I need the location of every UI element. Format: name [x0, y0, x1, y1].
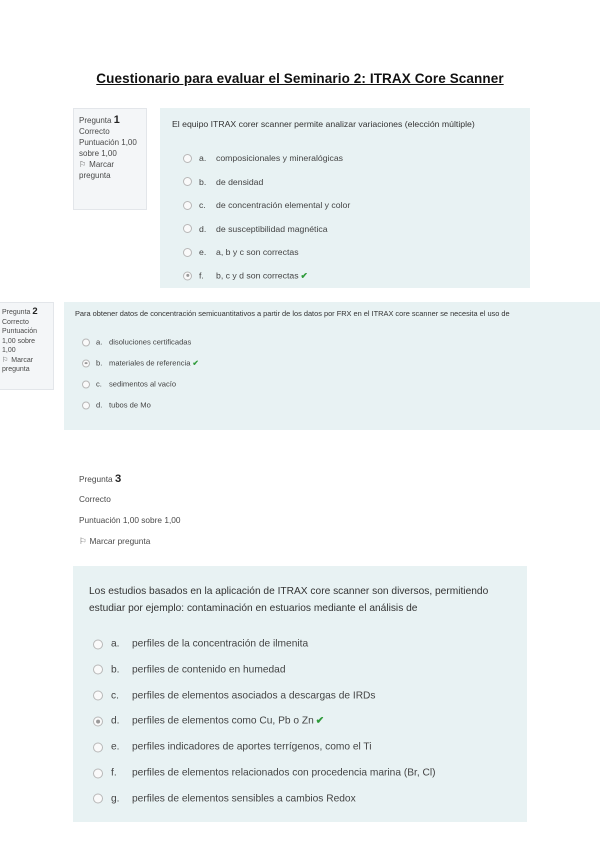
answer-letter: d.: [199, 223, 207, 234]
answer-text: perfiles de elementos asociados a descargas de IRDs: [132, 690, 376, 702]
answer-radio[interactable]: [93, 742, 103, 752]
flag-question-label: Marcar pregunta: [2, 356, 34, 373]
answer-text: perfiles de elementos relacionados con procedencia marina (Br, Cl): [132, 767, 436, 779]
question-label: Pregunta: [2, 309, 31, 316]
answer-option[interactable]: [93, 742, 372, 753]
answer-text: materiales de referencia: [109, 358, 191, 368]
answer-text: perfiles de contenido en humedad: [132, 664, 286, 676]
question-state: Correcto: [2, 318, 29, 326]
answer-option[interactable]: [93, 716, 324, 727]
answer-radio[interactable]: [183, 177, 192, 186]
answer-letter: d.: [111, 715, 120, 727]
answer-option[interactable]: [93, 690, 376, 701]
answer-radio[interactable]: [82, 338, 90, 346]
question-info-3: [73, 463, 527, 551]
flag-question-label: Marcar pregunta: [79, 160, 115, 180]
question-state: Correcto: [79, 127, 110, 136]
answer-text: composicionales y mineralógicas: [216, 153, 343, 163]
answer-option[interactable]: [93, 639, 308, 650]
answer-letter: b.: [199, 176, 207, 187]
answer-option[interactable]: [183, 177, 263, 187]
flag-question-link[interactable]: [79, 531, 521, 552]
answer-text: disoluciones certificadas: [109, 337, 192, 347]
answer-letter: g.: [111, 793, 120, 805]
answer-letter: c.: [199, 200, 206, 210]
question-label: Pregunta: [79, 474, 113, 484]
question-text: Los estudios basados en la aplicación de ITRAX core scanner son diversos, permitiendo estudiar por ejemplo: contaminación en estuarios mediante el análisis de: [89, 586, 489, 614]
answer-radio[interactable]: [93, 691, 103, 701]
answer-letter: c.: [111, 690, 119, 702]
flag-question-link[interactable]: [2, 356, 50, 375]
check-icon: ✔: [300, 270, 308, 280]
answer-radio[interactable]: [93, 716, 103, 726]
answer-letter: b.: [111, 664, 120, 676]
check-icon: ✔: [315, 715, 325, 727]
answer-text: de densidad: [216, 176, 264, 187]
answer-option[interactable]: [183, 200, 350, 210]
answer-option[interactable]: [82, 401, 151, 410]
answer-option[interactable]: [82, 380, 176, 389]
question-number: 2: [32, 306, 38, 317]
page-title: Cuestionario para evaluar el Seminario 2: ITRAX Core Scanner: [96, 71, 504, 86]
question-grade: Puntuación 1,00 sobre 1,00: [79, 138, 137, 158]
check-icon: ✔: [192, 358, 199, 368]
question-text: Para obtener datos de concentración semicuantitativos a partir de los datos por FRX en el ITRAX core scanner se necesita el uso de: [75, 309, 510, 318]
answer-text: a, b y c son correctas: [216, 247, 299, 257]
answer-option[interactable]: [183, 224, 328, 234]
flag-question-link[interactable]: [79, 159, 141, 181]
question-info-2: [0, 302, 54, 390]
question-label: Pregunta: [79, 116, 112, 125]
flag-icon: ⚐: [79, 160, 87, 169]
flag-question-label: Marcar pregunta: [89, 536, 151, 546]
answer-option[interactable]: [183, 153, 343, 163]
question-number: 1: [113, 114, 120, 126]
answer-letter: d.: [96, 400, 103, 410]
answer-radio[interactable]: [183, 224, 192, 233]
answer-radio[interactable]: [183, 248, 192, 257]
question-number: 3: [115, 473, 122, 485]
answer-letter: a.: [111, 638, 120, 650]
answer-letter: b.: [96, 358, 103, 368]
answer-text: perfiles de la concentración de ilmenita: [132, 638, 309, 650]
answer-option[interactable]: [82, 338, 191, 347]
flag-icon: ⚐: [79, 536, 87, 546]
answer-letter: a.: [199, 153, 207, 163]
answer-radio[interactable]: [93, 639, 103, 649]
answer-letter: c.: [96, 379, 102, 389]
answer-option[interactable]: [183, 247, 299, 257]
answer-option[interactable]: [93, 768, 436, 779]
question-grade: Puntuación 1,00 sobre 1,00: [79, 515, 181, 525]
answer-text: perfiles de elementos sensibles a cambios Redox: [132, 793, 356, 805]
answer-radio[interactable]: [183, 201, 192, 210]
answer-radio[interactable]: [183, 154, 192, 163]
question-text: El equipo ITRAX corer scanner permite analizar variaciones (elección múltiple): [172, 119, 475, 129]
answer-letter: a.: [96, 337, 103, 347]
question-grade: Puntuación 1,00 sobre 1,00: [2, 328, 38, 354]
answer-radio[interactable]: [93, 768, 103, 778]
question-state: Correcto: [79, 494, 111, 504]
answer-text: de concentración elemental y color: [216, 200, 351, 210]
answer-option[interactable]: [93, 664, 286, 675]
answer-text: tubos de Mo: [109, 400, 151, 410]
answer-letter: f.: [111, 767, 117, 779]
answer-option[interactable]: [93, 793, 356, 804]
answer-radio[interactable]: [82, 401, 90, 409]
flag-icon: ⚐: [2, 356, 9, 364]
answer-radio[interactable]: [82, 359, 90, 367]
question-info-1: [73, 108, 147, 210]
answer-letter: e.: [199, 247, 207, 257]
answer-option[interactable]: [183, 270, 308, 281]
answer-text: perfiles indicadores de aportes terrígenos, como el Ti: [132, 741, 372, 753]
answer-text: de susceptibilidad magnética: [216, 223, 328, 234]
answer-radio[interactable]: [93, 794, 103, 804]
answer-radio[interactable]: [93, 665, 103, 675]
answer-letter: f.: [199, 270, 204, 281]
answer-text: sedimentos al vacío: [109, 379, 177, 389]
answer-radio[interactable]: [82, 380, 90, 388]
answer-text: perfiles de elementos como Cu, Pb o Zn: [132, 715, 314, 727]
answer-option[interactable]: [82, 359, 199, 368]
question-content-1: [160, 108, 530, 288]
answer-text: b, c y d son correctas: [216, 270, 299, 281]
answer-radio[interactable]: [183, 271, 192, 280]
answer-letter: e.: [111, 741, 120, 753]
